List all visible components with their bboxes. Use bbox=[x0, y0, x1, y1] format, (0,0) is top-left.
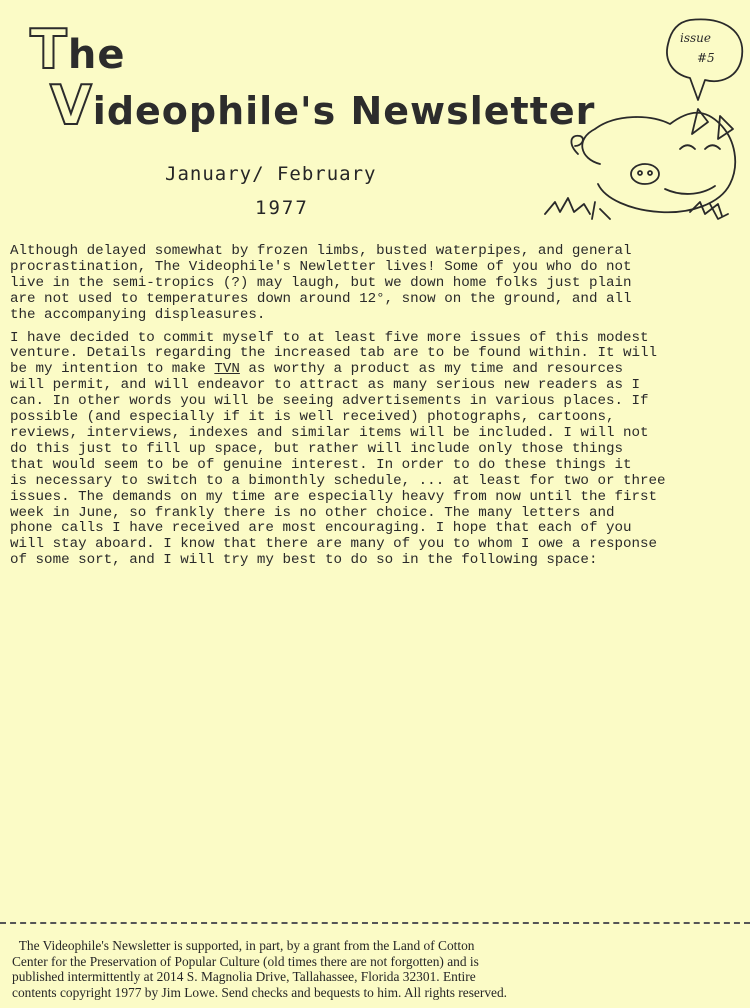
paragraph-plans bbox=[10, 331, 742, 570]
pig-illustration bbox=[540, 14, 750, 229]
issue-date-year: 1977 bbox=[255, 197, 309, 219]
masthead-line-title bbox=[50, 74, 596, 137]
footer-divider bbox=[0, 922, 750, 924]
paragraph-intro: Although delayed somewhat by frozen limbs, busted waterpipes, and general procrastination, The Videophile's Newletter lives! Some of you who do not live in the semi-tropics (?) may laugh, but we down home folks just plain are not used to temperatures down around 12°, snow on the ground, and all the accompanying displeasures. bbox=[10, 243, 632, 323]
tvn-abbreviation: TVN bbox=[214, 361, 240, 378]
issue-label: issue bbox=[680, 31, 711, 45]
pig-body-icon bbox=[582, 113, 735, 213]
paragraph-plans-start: I have decided to commit myself to at least five more issues of this modest venture. Details regarding the increased tab are to be found within. It will be my intention to make bbox=[10, 329, 658, 378]
footer-notice: The Videophile's Newsletter is supported, in part, by a grant from the Land of Cotton Center for the Preservation of Popular Culture (old times there are not forgotten) and is published intermittently at 2014 S. Magnolia Drive, Tallahassee, Florida 32301. Entire contents copyright 1977 by Jim Lowe. Send checks and bequests to him. All rights reserved. bbox=[12, 938, 507, 1000]
paragraph-plans-end: as worthy a product as my time and resources will permit, and will endeavor to attract as many serious new readers as I can. In other words you will be seeing advertisements in various places. If possible (and especially if it is well received) photographs, cartoons, reviews, interviews, indexes and similar items will be included. I will not do this just to fill up space, but rather will include only those things that would seem to be of genuine interest. In order to do these things it is necessary to switch to a bimonthly schedule, ... at least for two or three issues. The demands on my time are especially heavy from now until the first week in June, so frankly there is no other choice. The many letters and phone calls I have received are most encouraging. I hope that each of you will stay aboard. I know that there are many of you to whom I owe a response of some sort, and I will try my best to do so in the following space: bbox=[10, 361, 666, 569]
masthead-title-rest: ideophile's Newsletter bbox=[92, 89, 596, 133]
masthead-line-the bbox=[30, 18, 126, 81]
issue-date-months: January/ February bbox=[165, 163, 377, 185]
masthead-initial-t: T bbox=[30, 18, 68, 81]
issue-number: #5 bbox=[697, 51, 715, 65]
article-body bbox=[10, 244, 742, 576]
masthead-the-rest: he bbox=[67, 32, 126, 78]
masthead-initial-v: V bbox=[50, 74, 93, 137]
